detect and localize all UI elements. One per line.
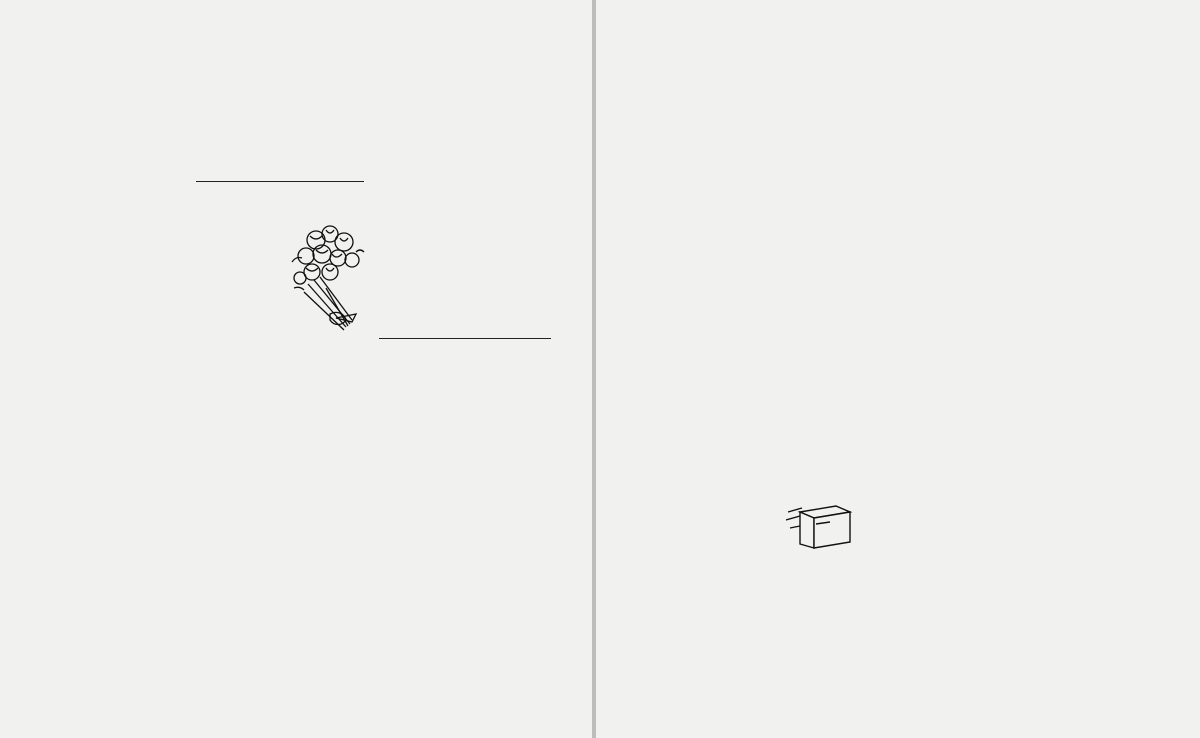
mannskapsliste-column	[378, 88, 550, 96]
left-page	[0, 0, 592, 738]
section-divider	[196, 181, 364, 182]
borgestadposten-column	[378, 446, 550, 454]
right-page	[596, 0, 1200, 738]
brevkassen-logo	[688, 498, 998, 558]
vessel-intro	[688, 79, 894, 81]
flower-bouquet-icon	[286, 222, 368, 334]
tankevekker-column-1	[10, 56, 184, 70]
section-divider	[379, 338, 551, 339]
gratulerer-column	[196, 349, 368, 357]
poem-left	[692, 224, 922, 277]
postbox-icon	[786, 498, 858, 550]
tankevekker-column-2	[195, 56, 365, 58]
poem-right	[930, 79, 1160, 157]
